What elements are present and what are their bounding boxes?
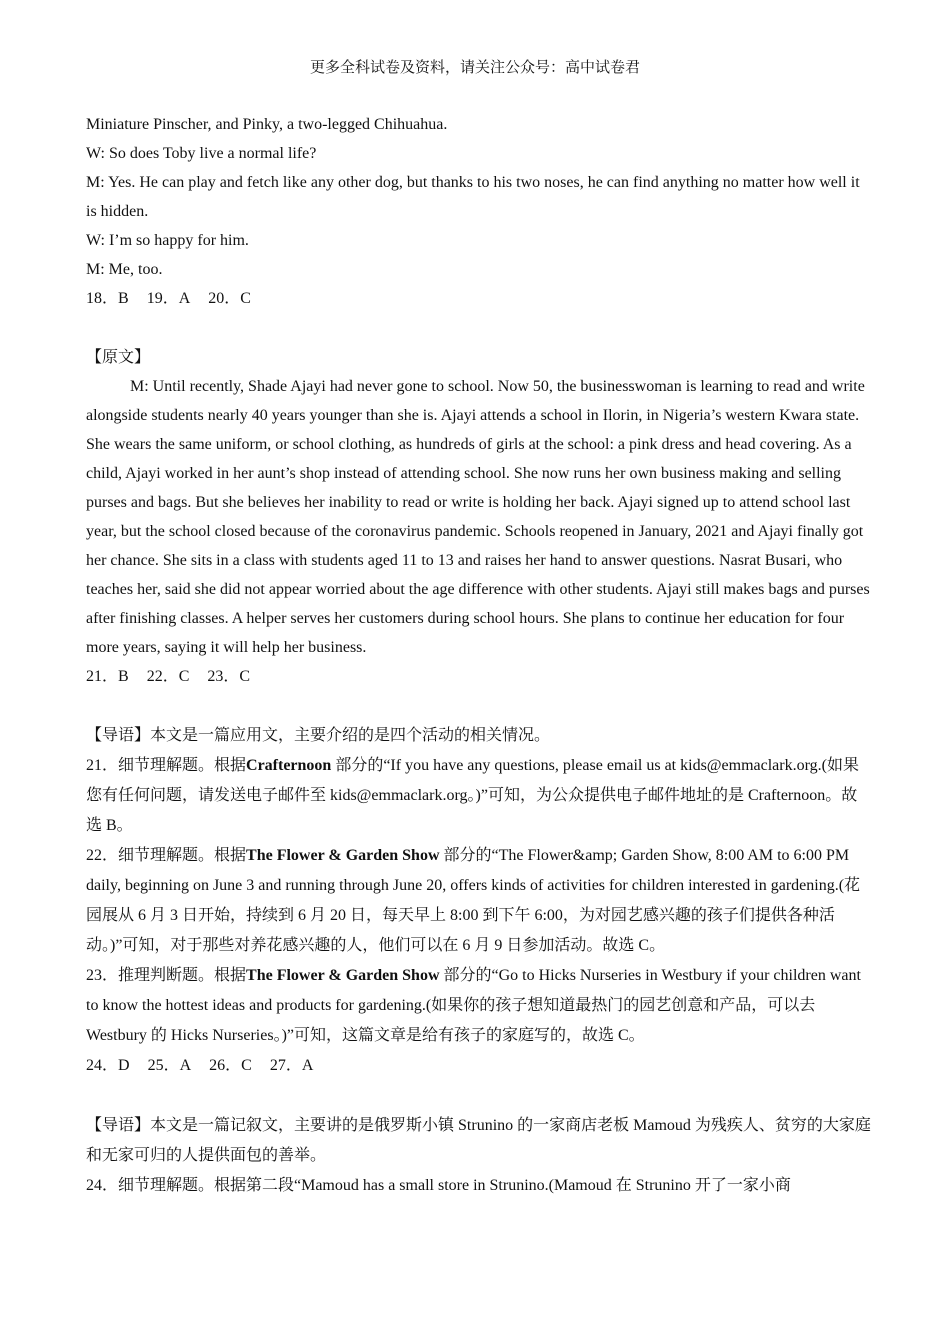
explanation-body: 部分的“If you have any questions, please email us at kids@emmaclark.org.(如果您有任何问题，请发送电子邮件至 kids@emmaclark.org。)”可知，为公众提供电子邮件地址的是 Crafternoon。故选 B。 bbox=[86, 757, 859, 834]
answer-25: 25．A bbox=[147, 1057, 192, 1074]
dialogue-line: M: Me, too. bbox=[86, 261, 163, 278]
answer-line-24-27 bbox=[86, 1051, 872, 1081]
explanation-body: 部分的“Go to Hicks Nurseries in Westbury if your children want to know the hottest ideas and products for gardening.(如果你的孩子想知道最热门的园艺创意和产品，可以去 Westbury 的 Hicks Nurseries。)”可知，这篇文章是给有孩子的家庭写的，故选 C。 bbox=[86, 967, 861, 1044]
answer-24: 24．D bbox=[86, 1057, 130, 1074]
answer-23: 23．C bbox=[207, 668, 251, 685]
answer-27: 27．A bbox=[269, 1057, 314, 1074]
intro-paragraph-b bbox=[86, 1111, 872, 1171]
answer-26: 26．C bbox=[209, 1057, 252, 1074]
dialogue-line: M: Yes. He can play and fetch like any other dog, but thanks to his two noses, he can find anything no matter how well it is hidden. bbox=[86, 174, 860, 220]
page-header: 更多全科试卷及资料，请关注公众号：高中试卷君 bbox=[309, 60, 640, 76]
explanation-prefix: 23．推理判断题。根据 bbox=[86, 967, 247, 984]
dialogue-line: W: I’m so happy for him. bbox=[86, 232, 249, 249]
answer-20: 20．C bbox=[208, 290, 251, 307]
intro-paragraph-a bbox=[86, 721, 872, 751]
explanation-prefix: 21．细节理解题。根据 bbox=[86, 757, 247, 774]
explanation-keyword: Crafternoon bbox=[246, 757, 332, 774]
answer-22: 22．C bbox=[146, 668, 190, 685]
document-body bbox=[86, 110, 872, 1201]
intro-text: 本文是一篇应用文，主要介绍的是四个活动的相关情况。 bbox=[150, 727, 551, 744]
explanation-22 bbox=[86, 841, 872, 961]
intro-label: 【导语】 bbox=[86, 1117, 151, 1134]
original-text-label: 【原文】 bbox=[86, 349, 151, 366]
intro-label: 【导语】 bbox=[86, 727, 151, 744]
explanation-keyword: The Flower & Garden Show bbox=[246, 847, 440, 864]
explanation-body: 部分的“The Flower&amp; Garden Show, 8:00 AM to 6:00 PM daily, beginning on June 3 and running through June 20, offers kinds of activities for children interested in gardening.(花园展从 6 月 3 日开始，持续到 6 月 20 日，每天早上 8:00 到下午 6:00，为对园艺感兴趣的孩子们提供各种活动。)”可知，对于那些对养花感兴趣的人，他们可以在 6 月 9 日参加活动。故选 C。 bbox=[86, 847, 861, 954]
explanation-23 bbox=[86, 961, 872, 1051]
explanation-keyword: The Flower & Garden Show bbox=[246, 967, 440, 984]
explanation-21 bbox=[86, 751, 872, 841]
dialogue-line: W: So does Toby live a normal life? bbox=[86, 145, 317, 162]
original-text-paragraph: M: Until recently, Shade Ajayi had never gone to school. Now 50, the businesswoman is learning to read and write alongside students nearly 40 years younger than she is. Ajayi attends a school in Ilorin, in Nigeria’s western Kwara state. She wears the same uniform, or school clothing, as hundreds of girls at the school: a pink dress and head covering. As a child, Ajayi worked in her aunt’s shop instead of attending school. She now runs her own business making and selling purses and bags. But she believes her inability to read or write is holding her back. Ajayi signed up to attend school last year, but the school closed because of the coronavirus pandemic. Schools reopened in January, 2021 and Ajayi finally got her chance. She sits in a class with students aged 11 to 13 and raises her hand to answer questions. Nasrat Busari, who teaches her, said she did not appear worried about the age difference with other students. Ajayi still makes bags and purses after finishing classes. A helper serves her customers during school hours. She plans to continue her education for four more years, saying it will help her business. bbox=[86, 378, 870, 656]
dialogue-line: Miniature Pinscher, and Pinky, a two-legged Chihuahua. bbox=[86, 116, 448, 133]
answer-18: 18．B bbox=[86, 290, 129, 307]
explanation-prefix: 22．细节理解题。根据 bbox=[86, 847, 247, 864]
explanation-24: 24．细节理解题。根据第二段“Mamoud has a small store in Strunino.(Mamoud 在 Strunino 开了一家小商 bbox=[86, 1177, 791, 1194]
answer-19: 19．A bbox=[146, 290, 191, 307]
intro-text: 本文是一篇记叙文，主要讲的是俄罗斯小镇 Strunino 的一家商店老板 Mamoud 为残疾人、贫穷的大家庭和无家可归的人提供面包的善举。 bbox=[86, 1117, 871, 1164]
answer-line-21-23 bbox=[86, 662, 872, 691]
answer-21: 21．B bbox=[86, 668, 129, 685]
answer-line-18-20 bbox=[86, 284, 872, 313]
